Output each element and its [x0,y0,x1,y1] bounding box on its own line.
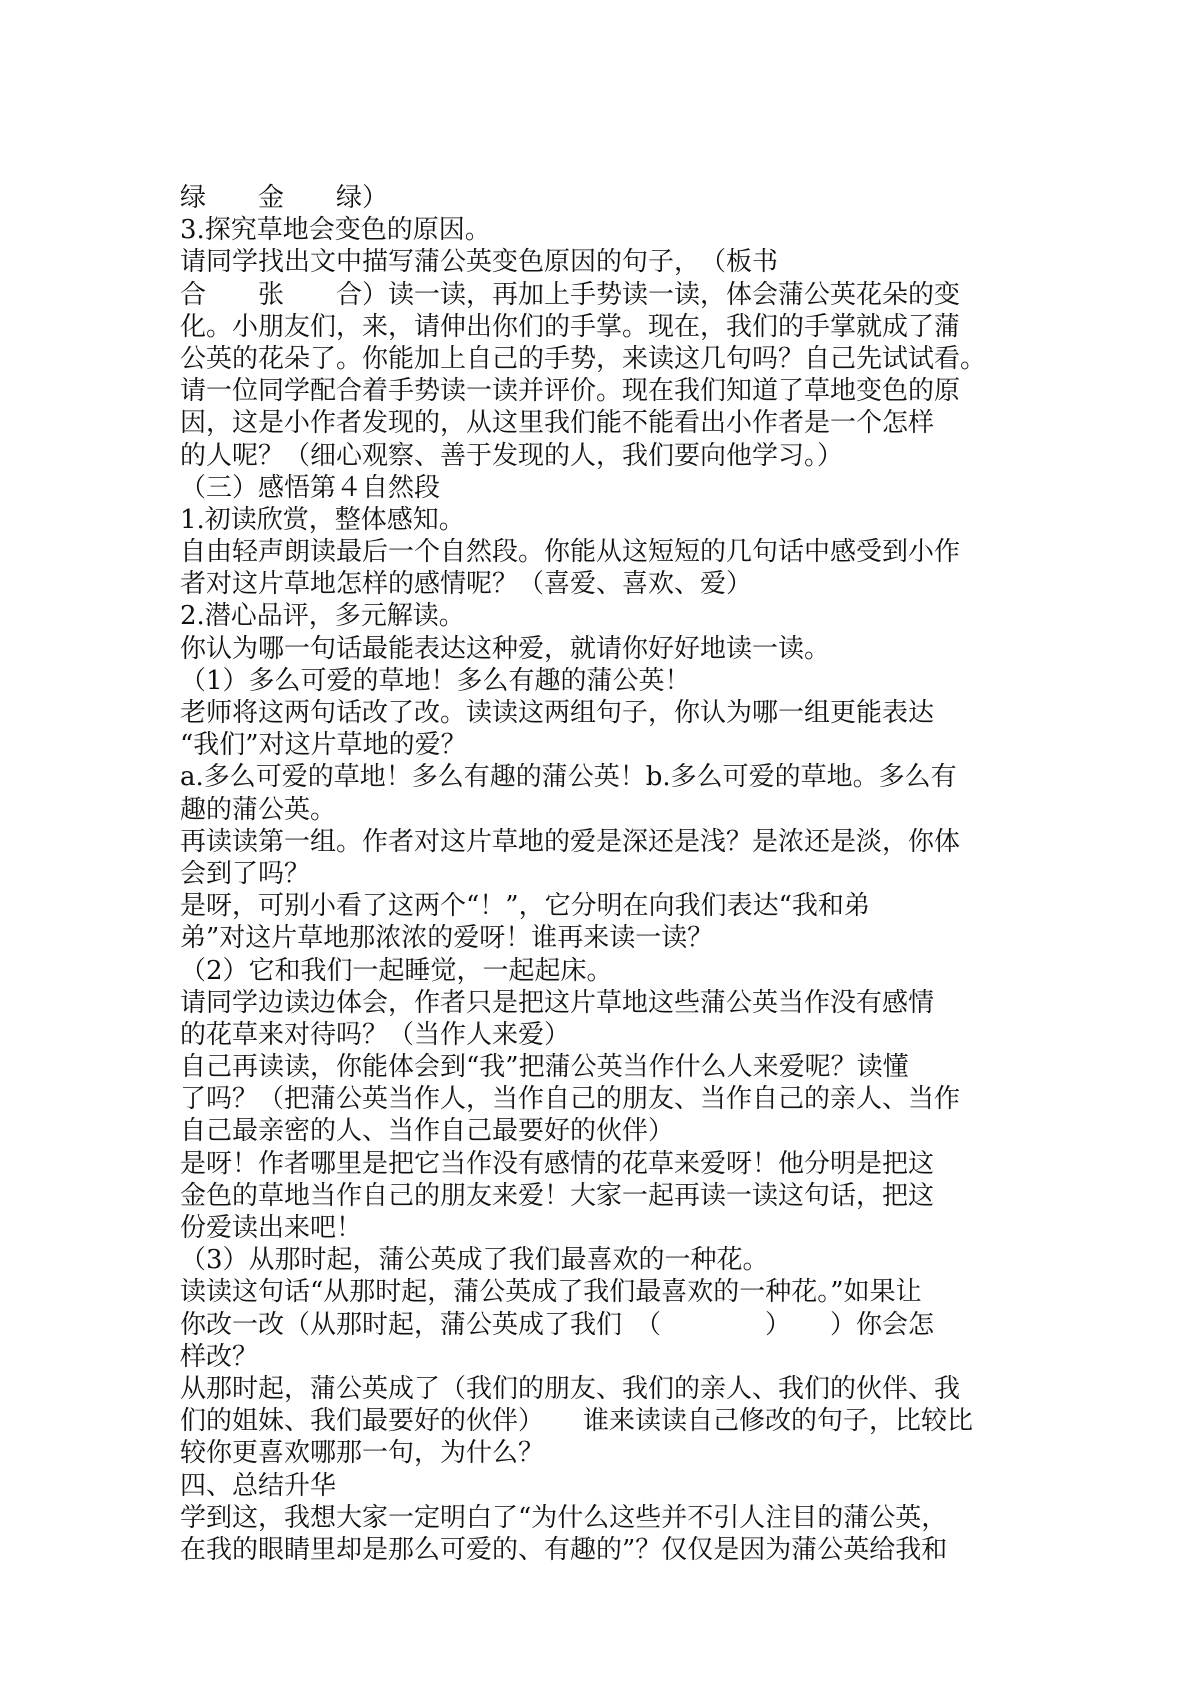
text-line: 在我的眼睛里却是那么可爱的、有趣的”？仅仅是因为蒲公英给我和 [180,1534,948,1565]
text-line: 金色的草地当作自己的朋友来爱！大家一起再读一读这句话，把这 [180,1180,935,1211]
text-line: 学到这，我想大家一定明白了“为什么这些并不引人注目的蒲公英， [180,1502,948,1533]
text-line: 你认为哪一句话最能表达这种爱，就请你好好地读一读。 [180,633,831,664]
text-line: 合 张 合）读一读，再加上手势读一读，体会蒲公英花朵的变 [180,279,961,310]
text-line: 请同学边读边体会，作者只是把这片草地这些蒲公英当作没有感情 [180,987,935,1018]
text-line: 弟”对这片草地那浓浓的爱呀！谁再来读一读？ [180,923,714,954]
text-line: 再读读第一组。作者对这片草地的爱是深还是浅？是浓还是淡，你体 [180,826,961,857]
text-line: 你改一改（从那时起，蒲公英成了我们 （ ） ）你会怎 [180,1309,935,1340]
text-line: 了吗？（把蒲公英当作人，当作自己的朋友、当作自己的亲人、当作 [180,1084,961,1115]
text-line: 请一位同学配合着手势读一读并评价。现在我们知道了草地变色的原 [180,376,961,407]
text-line: 份爱读出来吧！ [180,1213,363,1243]
text-line: 公英的花朵了。你能加上自己的手势，来读这几句吗？自己先试试看。 [180,343,987,374]
text-line: 自由轻声朗读最后一个自然段。你能从这短短的几句话中感受到小作 [180,537,961,568]
text-line: （三）感悟第４自然段 [180,472,441,503]
text-line: （3）从那时起，蒲公英成了我们最喜欢的一种花。 [180,1245,769,1276]
text-line: 趣的蒲公英。 [180,794,337,825]
text-line: （1）多么可爱的草地！多么有趣的蒲公英！ [180,665,691,696]
text-line: 老师将这两句话改了改。读读这两组句子，你认为哪一组更能表达 [180,698,935,728]
text-line: 自己最亲密的人、当作自己最要好的伙伴） [180,1116,675,1147]
text-line: 四、总结升华 [180,1470,337,1501]
text-line: 们的姐妹、我们最要好的伙伴） 谁来读读自己修改的句子，比较比 [180,1406,974,1437]
text-line: 2.潜心品评，多元解读。 [180,601,465,632]
text-line: 的花草来对待吗？（当作人来爱） [180,1019,571,1050]
text-line: 绿 金 绿） [180,183,389,213]
text-line: 化。小朋友们，来，请伸出你们的手掌。现在，我们的手掌就成了蒲 [180,311,961,342]
text-line: 3.探究草地会变色的原因。 [180,215,491,246]
text-line: “我们”对这片草地的爱？ [180,730,467,761]
text-line: a.多么可爱的草地！多么有趣的蒲公英！b.多么可爱的草地。多么有 [180,762,957,793]
text-line: 因，这是小作者发现的，从这里我们能不能看出小作者是一个怎样 [180,408,935,439]
text-line: 的人呢？（细心观察、善于发现的人，我们要向他学习。） [180,440,844,471]
text-line: 1.初读欣赏，整体感知。 [180,504,465,535]
text-line: 者对这片草地怎样的感情呢？（喜爱、喜欢、爱） [180,569,753,600]
text-line: 会到了吗？ [180,858,311,889]
text-line: （2）它和我们一起睡觉，一起起床。 [180,955,613,986]
text-line: 读读这句话“从那时起，蒲公英成了我们最喜欢的一种花。”如果让 [180,1277,922,1308]
text-line: 自己再读读，你能体会到“我”把蒲公英当作什么人来爱呢？读懂 [180,1052,909,1083]
text-line: 样改？ [180,1341,259,1372]
document-body [180,182,1020,1566]
text-line: 请同学找出文中描写蒲公英变色原因的句子， （板书 [180,247,779,278]
text-line: 是呀！作者哪里是把它当作没有感情的花草来爱呀！他分明是把这 [180,1148,935,1179]
text-line: 从那时起，蒲公英成了（我们的朋友、我们的亲人、我们的伙伴、我 [180,1373,961,1404]
text-line: 较你更喜欢哪那一句，为什么？ [180,1438,545,1469]
text-line: 是呀，可别小看了这两个“！”，它分明在向我们表达“我和弟 [180,891,870,922]
